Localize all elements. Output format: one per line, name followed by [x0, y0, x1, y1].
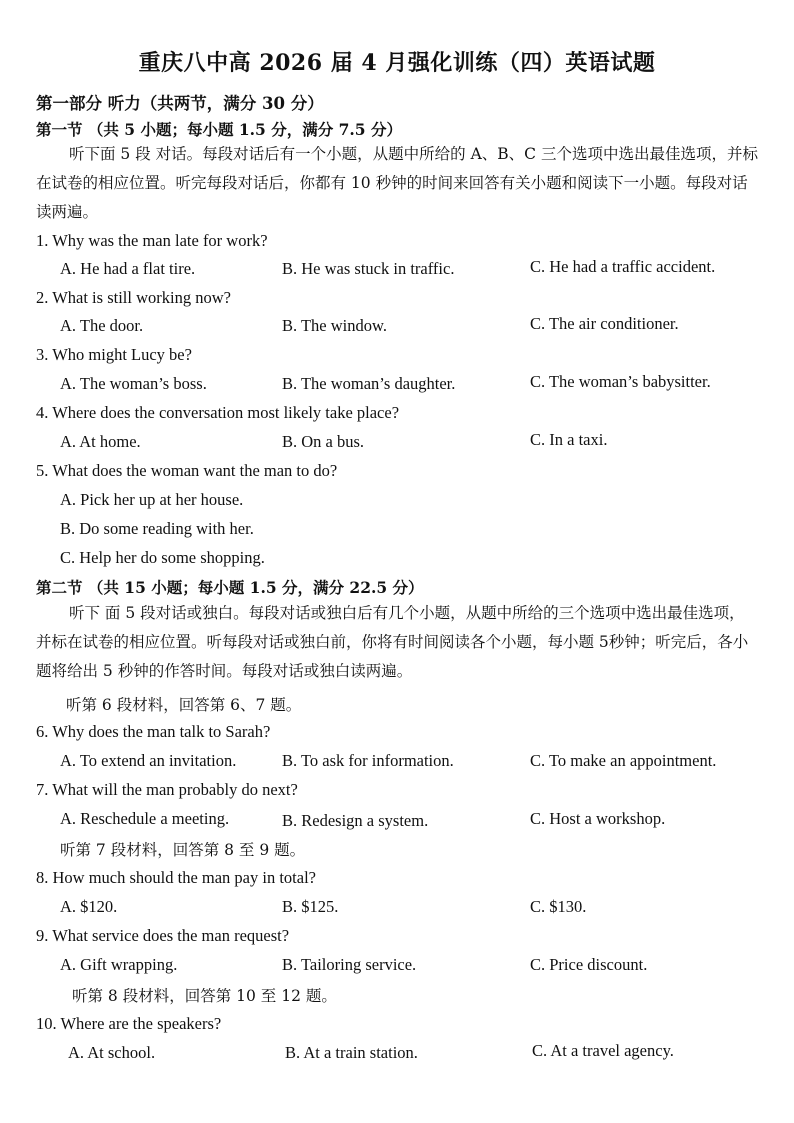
question-7-option-c: C. Host a workshop.: [530, 809, 666, 828]
question-2-option-c: C. The air conditioner.: [530, 314, 679, 333]
question-9-option-c: C. Price discount.: [530, 955, 648, 974]
question-7-stem: 7. What will the man probably do next?: [36, 780, 298, 799]
question-8-option-b: B. $125.: [282, 897, 339, 916]
question-8-stem: 8. How much should the man pay in total?: [36, 868, 316, 887]
question-3-stem: 3. Who might Lucy be?: [36, 345, 192, 364]
question-8-option-c: C. $130.: [530, 897, 587, 916]
question-7-option-b: B. Redesign a system.: [282, 811, 429, 830]
question-6-stem: 6. Why does the man talk to Sarah?: [36, 722, 271, 741]
question-10-option-b: B. At a train station.: [285, 1043, 418, 1062]
material-note-7: 听第 7 段材料，回答第 8 至 9 题。: [60, 841, 306, 859]
question-7-option-a: A. Reschedule a meeting.: [60, 809, 230, 828]
question-10-stem: 10. Where are the speakers?: [36, 1014, 222, 1033]
question-8-option-a: A. $120.: [60, 897, 118, 916]
question-9-stem: 9. What service does the man request?: [36, 926, 290, 945]
question-3-option-b: B. The woman’s daughter.: [282, 374, 456, 393]
question-2-option-a: A. The door.: [60, 316, 144, 335]
question-5-option-a: A. Pick her up at her house.: [60, 490, 244, 509]
part1-heading: 第一部分 听力（共两节，满分 30 分）: [36, 94, 324, 113]
question-1-stem: 1. Why was the man late for work?: [36, 231, 268, 250]
question-3-option-c: C. The woman’s babysitter.: [530, 372, 711, 391]
section1-heading: 第一节 （共 5 小题；每小题 1.5 分，满分 7.5 分）: [36, 120, 402, 139]
section2-instructions: 听下 面 5 段对话或独白。每段对话或独白后有几个小题，从题中所给的三个选项中选出最佳选项，并标在试卷的相应位置。听每段对话或独白前，你将有时间阅读各个小题，每小题 5秒钟；听完后，各小题将给出 5 秒钟的作答时间。每段对话或独白读两遍。: [36, 604, 749, 680]
page-title: 重庆八中高 2026 届 4 月强化训练（四）英语试题: [138, 50, 656, 76]
material-note-6: 听第 6 段材料，回答第 6、7 题。: [66, 696, 302, 714]
question-10-option-c: C. At a travel agency.: [532, 1041, 674, 1060]
question-10-option-a: A. At school.: [68, 1043, 156, 1062]
question-4-option-a: A. At home.: [60, 432, 141, 451]
question-1-option-a: A. He had a flat tire.: [60, 259, 196, 278]
question-5-option-c: C. Help her do some shopping.: [60, 548, 265, 567]
question-6-option-a: A. To extend an invitation.: [60, 751, 237, 770]
question-4-stem: 4. Where does the conversation most likely take place?: [36, 403, 400, 422]
question-1-option-c: C. He had a traffic accident.: [530, 257, 716, 276]
question-5-stem: 5. What does the woman want the man to do?: [36, 461, 338, 480]
question-3-option-a: A. The woman’s boss.: [60, 374, 207, 393]
question-2-option-b: B. The window.: [282, 316, 387, 335]
question-4-option-b: B. On a bus.: [282, 432, 365, 451]
material-note-8: 听第 8 段材料，回答第 10 至 12 题。: [72, 987, 337, 1005]
section2-heading: 第二节 （共 15 小题；每小题 1.5 分，满分 22.5 分）: [36, 578, 424, 597]
question-2-stem: 2. What is still working now?: [36, 288, 231, 307]
question-6-option-b: B. To ask for information.: [282, 751, 454, 770]
question-4-option-c: C. In a taxi.: [530, 430, 608, 449]
question-9-option-a: A. Gift wrapping.: [60, 955, 178, 974]
section1-instructions: 听下面 5 段 对话。每段对话后有一个小题，从题中所给的 A、B、C 三个选项中选出最佳选项，并标在试卷的相应位置。听完每段对话后，你都有 10 秒钟的时间来回答有关小题和阅读下一小题。每段对话读两遍。: [36, 145, 758, 221]
question-1-option-b: B. He was stuck in traffic.: [282, 259, 455, 278]
question-6-option-c: C. To make an appointment.: [530, 751, 717, 770]
question-9-option-b: B. Tailoring service.: [282, 955, 417, 974]
question-5-option-b: B. Do some reading with her.: [60, 519, 254, 538]
